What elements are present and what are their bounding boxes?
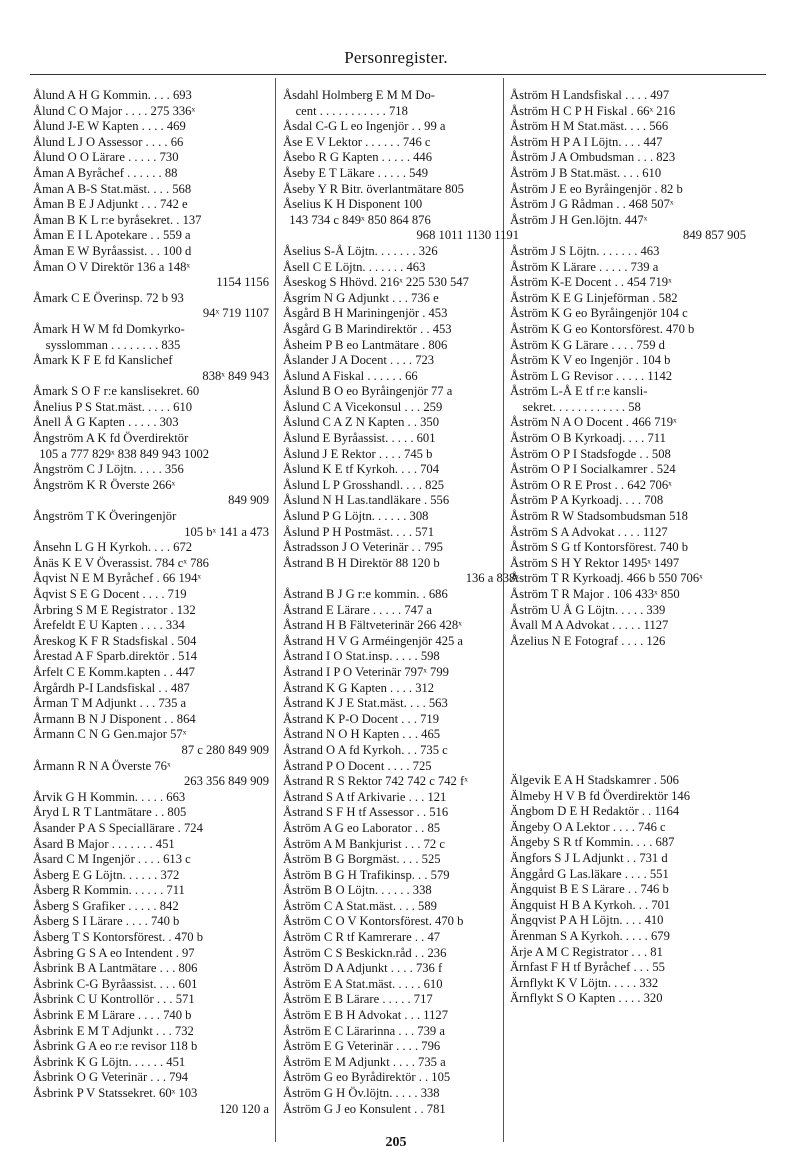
- register-entry: Åsbrink E M Lärare . . . . 740 b: [33, 1008, 192, 1023]
- register-entry: Åstrand O A fd Kyrkoh. . . 735 c: [283, 742, 448, 757]
- register-entry: Åström H Landsfiskal . . . . 497: [510, 88, 670, 102]
- register-entry: Ångström C J Löjtn. . . . . 356: [33, 462, 184, 477]
- register-entry: Åström S A Advokat . . . . 1127: [510, 524, 668, 539]
- register-entry: Årbring S M E Registrator . 132: [33, 602, 196, 617]
- register-entry: Åstrand N O H Kapten . . . 465: [283, 727, 441, 742]
- register-entry: Ånelius P S Stat.mäst. . . . . 610: [33, 399, 193, 414]
- register-entry: Åstrand K G Kapten . . . . 312: [283, 680, 435, 695]
- register-entry: Åsdahl Holmberg E M M Do-: [283, 88, 435, 102]
- register-entry: Åström J S Löjtn. . . . . . . 463: [510, 243, 660, 258]
- register-entry: Åsberg S Grafiker . . . . . 842: [33, 898, 179, 913]
- register-entry: Åström H C P H Fiskal . 66ˣ 216: [510, 103, 676, 118]
- register-entry: Åselius S-Å Löjtn. . . . . . . 326: [283, 243, 438, 258]
- register-entry: Åström E C Lärarinna . . . 739 a: [283, 1023, 445, 1038]
- register-entry: Ärnflykt S O Kapten . . . . 320: [510, 991, 663, 1006]
- register-entry: Ängfors S J L Adjunkt . . 731 d: [510, 850, 668, 865]
- register-entry: Åqvist N E M Byråchef . 66 194ˣ: [33, 571, 202, 586]
- register-entry: Åström G J eo Konsulent . . 781: [283, 1101, 446, 1116]
- register-entry: Åström J H Gen.löjtn. 447ˣ: [510, 212, 648, 227]
- header-rule: [30, 74, 766, 75]
- register-entry: Åsberg R Kommin. . . . . . 711: [33, 883, 185, 898]
- register-entry: Åstrand E Lärare . . . . . 747 a: [283, 602, 432, 617]
- register-entry: Åslund B O eo Byråingenjör 77 a: [283, 384, 453, 399]
- register-entry: Åström L-Å E tf r:e kansli-: [510, 384, 648, 399]
- register-entry: Åvall M A Advokat . . . . . 1127: [510, 618, 669, 633]
- register-entry: Åsheim P B eo Lantmätare . 806: [283, 337, 448, 352]
- register-entry-continuation: 849 857 905: [683, 228, 746, 243]
- register-entry: Åstrand S F H tf Assessor . . 516: [283, 805, 449, 820]
- register-entry: Åström E G Veterinär . . . . 796: [283, 1039, 441, 1054]
- register-entry: Åsgård G B Marindirektör . . 453: [283, 321, 452, 336]
- register-entry: Åsbrink C U Kontrollör . . . 571: [33, 992, 195, 1007]
- register-entry: Åström B O Löjtn. . . . . . 338: [283, 883, 432, 898]
- register-entry: Ängqvist P A H Löjtn. . . . 410: [510, 913, 664, 928]
- register-entry: Åström S H Y Rektor 1495ˣ 1497: [510, 555, 680, 570]
- register-entry: Åstrand K P-O Docent . . . 719: [283, 711, 440, 726]
- register-entry: sekret. . . . . . . . . . . . 58: [510, 399, 641, 414]
- register-entry: Åsard C M Ingenjör . . . . 613 c: [33, 852, 191, 867]
- register-entry: Åsbrink G A eo r:e revisor 118 b: [33, 1039, 198, 1054]
- register-entry: Årvik G H Kommin. . . . . 663: [33, 789, 186, 804]
- register-entry: Åström O B Kyrkoadj. . . . 711: [510, 431, 666, 446]
- register-entry: Åström K G eo Kontorsförest. 470 b: [510, 321, 695, 336]
- register-entry: Åsgård B H Mariningenjör . 453: [283, 306, 448, 321]
- register-entry: Åse E V Lektor . . . . . . 746 c: [283, 134, 431, 149]
- register-entry: Åsbrink E M T Adjunkt . . . 732: [33, 1023, 194, 1038]
- register-entry: Åsebo R G Kapten . . . . . 446: [283, 150, 433, 165]
- register-entry: Åseskog S Hhövd. 216ˣ 225 530 547: [283, 275, 469, 290]
- register-entry: Åslund E Byråassist. . . . . 601: [283, 431, 436, 446]
- register-entry: Åreskog K F R Stadsfiskal . 504: [33, 633, 197, 648]
- register-entry: Åslund J E Rektor . . . . 745 b: [283, 446, 433, 461]
- register-entry: Åslund N H Las.tandläkare . 556: [283, 493, 450, 508]
- register-entry: Åström D A Adjunkt . . . . 736 f: [283, 961, 443, 976]
- register-entry: Åström R W Stadsombudsman 518: [510, 509, 688, 524]
- register-entry: Älgevik E A H Stadskamrer . 506: [510, 773, 679, 787]
- register-entry: Åsbrink P V Statssekret. 60ˣ 103: [33, 1086, 198, 1100]
- register-entry: Åström C A Stat.mäst. . . . 589: [283, 898, 437, 913]
- register-entry: Åzelius N E Fotograf . . . . 126: [510, 633, 666, 648]
- register-entry: Åström E A Stat.mäst. . . . . 610: [283, 976, 443, 991]
- register-entry: Åmark H W M fd Domkyrko-: [33, 321, 185, 336]
- register-entry: Åström H M Stat.mäst. . . . 566: [510, 119, 669, 134]
- register-entry: Åstrand R S Rektor 742 742 c 742 fˣ: [283, 774, 468, 789]
- register-entry: Årgårdh P-I Landsfiskal . . 487: [33, 680, 190, 695]
- register-entry: Åslund P G Löjtn. . . . . . 308: [283, 509, 429, 524]
- register-entry: Åmark K F E fd Kanslichef: [33, 353, 173, 368]
- register-entry: Åström S G tf Kontorsförest. 740 b: [510, 540, 689, 555]
- register-entry: Åström U Å G Löjtn. . . . . 339: [510, 602, 666, 617]
- register-entry: Åman E I L Apotekare . . 559 a: [33, 228, 191, 243]
- register-entry-continuation: 94ˣ 719 1107: [202, 306, 269, 321]
- register-entry: Åström G eo Byrådirektör . . 105: [283, 1070, 451, 1085]
- register-entry: Åström N A O Docent . 466 719ˣ: [510, 415, 677, 430]
- register-entry: Ängquist H B A Kyrkoh. . . 701: [510, 897, 671, 912]
- register-entry-continuation: 120 120 a: [219, 1101, 269, 1116]
- register-entry-continuation: 1154 1156: [216, 275, 269, 290]
- register-entry: Älmeby H V B fd Överdirektör 146: [510, 788, 691, 803]
- register-entry: sysslomman . . . . . . . . 835: [33, 337, 181, 352]
- register-entry: Åslund L P Grosshandl. . . . 825: [283, 477, 445, 492]
- register-entry-continuation: 105 bˣ 141 a 473: [184, 524, 269, 539]
- register-entry: Åsard B Major . . . . . . . 451: [33, 836, 175, 851]
- register-entry-continuation: 968 1011 1130 1191: [416, 228, 519, 243]
- register-entry: Åsbring G S A eo Intendent . 97: [33, 945, 195, 960]
- register-entry: Åström T R Kyrkoadj. 466 b 550 706ˣ: [510, 571, 703, 586]
- register-entry: Åsell C E Löjtn. . . . . . . 463: [283, 259, 426, 274]
- register-entry: Ärnfast F H tf Byråchef . . . 55: [510, 960, 665, 975]
- register-entry: Åstrand I O Stat.insp. . . . . 598: [283, 649, 440, 664]
- register-entry: Ånell Å G Kapten . . . . . 303: [33, 415, 179, 430]
- register-entry: Åström J G Rådman . . 468 507ˣ: [510, 197, 674, 212]
- register-entry: Åman B E J Adjunkt . . . 742 e: [33, 197, 188, 212]
- register-entry: Åslund P H Postmäst. . . . 571: [283, 524, 435, 539]
- register-entry: 105 a 777 829ˣ 838 849 943 1002: [33, 446, 210, 461]
- register-entry: Ångström A K fd Överdirektör: [33, 431, 189, 446]
- register-entry: Åsgrim N G Adjunkt . . . 736 e: [283, 290, 439, 305]
- register-entry: Åström O P I Stadsfogde . . 508: [510, 446, 671, 461]
- register-entry: Ånäs K E V Överassist. 784 cˣ 786: [33, 555, 209, 570]
- register-entry: Ånsehn L G H Kyrkoh. . . . 672: [33, 540, 193, 555]
- register-entry: Årestad A F Sparb.direktör . 514: [33, 649, 198, 664]
- register-entry: Årefeldt E U Kapten . . . . 334: [33, 618, 185, 633]
- register-entry: Ängquist B E S Lärare . . 746 b: [510, 882, 669, 897]
- register-entry: Åström J B Stat.mäst. . . . 610: [510, 165, 662, 180]
- register-entry: Åström G H Öv.löjtn. . . . . 338: [283, 1086, 440, 1100]
- register-entry: Ärnflykt K V Löjtn. . . . . 332: [510, 975, 659, 990]
- register-entry: Åstrand B H Direktör 88 120 b: [283, 555, 440, 570]
- register-entry: Åslander J A Docent . . . . 723: [283, 353, 435, 368]
- register-entry-continuation: 87 c 280 849 909: [181, 742, 269, 757]
- register-entry: Åström P A Kyrkoadj. . . . 708: [510, 493, 664, 508]
- register-entry: Åström O R E Prost . . 642 706ˣ: [510, 477, 672, 492]
- register-entry: Årfelt C E Komm.kapten . . 447: [33, 664, 195, 679]
- register-entry: Änggård G Las.läkare . . . . 551: [510, 866, 669, 881]
- register-entry: Åström K Lärare . . . . . 739 a: [510, 259, 659, 274]
- register-entry: Åström E B H Advokat . . . 1127: [283, 1008, 448, 1023]
- register-entry-continuation: 136 a 838ˣ: [465, 571, 519, 586]
- register-entry: Åström A M Bankjurist . . . 72 c: [283, 836, 445, 851]
- register-entry: Åmark C E Överinsp. 72 b 93: [33, 290, 184, 305]
- register-entry: Åström J E eo Byråingenjör . 82 b: [510, 181, 683, 196]
- register-entry: Åström K E G Linjeförman . 582: [510, 290, 678, 305]
- register-entry: Åmark S O F r:e kanslisekret. 60: [33, 384, 200, 399]
- register-entry: Åseby E T Läkare . . . . . 549: [283, 165, 429, 180]
- register-entry: 143 734 c 849ˣ 850 864 876: [283, 212, 431, 227]
- register-entry: Åstrand S A tf Arkivarie . . . 121: [283, 789, 447, 804]
- register-entry: Ålund L J O Assessor . . . . 66: [33, 134, 184, 149]
- register-entry: Årman T M Adjunkt . . . 735 a: [33, 696, 187, 711]
- register-entry: Åslund A Fiskal . . . . . . 66: [283, 368, 418, 383]
- register-entry: Åryd L R T Lantmätare . . 805: [33, 805, 187, 820]
- register-entry: Åström C S Beskickn.råd . . 236: [283, 945, 447, 960]
- register-entry-continuation: 838ˣ 849 943: [202, 368, 269, 383]
- register-entry: Åsbrink B A Lantmätare . . . 806: [33, 961, 198, 976]
- register-entry: Åman B K L r:e byråsekret. . 137: [33, 212, 202, 227]
- register-entry: Ärje A M C Registrator . . . 81: [510, 944, 663, 959]
- register-entry: cent . . . . . . . . . . . 718: [283, 103, 408, 118]
- register-entry: Åström T R Major . 106 433ˣ 850: [510, 587, 680, 601]
- register-entry: Åström K V eo Ingenjör . 104 b: [510, 353, 671, 368]
- page-number: 205: [385, 1135, 407, 1150]
- register-entry: Åström C O V Kontorsförest. 470 b: [283, 914, 464, 929]
- register-entry: Åqvist S E G Docent . . . . 719: [33, 587, 187, 601]
- register-entry: Åsberg S I Lärare . . . . 740 b: [33, 914, 180, 929]
- register-entry: Ängeby O A Lektor . . . . 746 c: [510, 819, 666, 834]
- register-entry: Årmann B N J Disponent . . 864: [33, 711, 196, 726]
- register-entry: Åslund K E tf Kyrkoh. . . . 704: [283, 462, 440, 477]
- register-entry: Åstrand I P O Veterinär 797ˣ 799: [283, 664, 449, 679]
- page-header: Personregister.: [344, 48, 448, 67]
- register-entry: Åslund C A Vicekonsul . . . 259: [283, 399, 443, 414]
- register-entry: Ålund C O Major . . . . 275 336ˣ: [33, 103, 196, 118]
- register-entry: Åström E B Lärare . . . . . 717: [283, 992, 433, 1007]
- register-entry: Åman A B-S Stat.mäst. . . . 568: [33, 181, 192, 196]
- register-entry-continuation: 263 356 849 909: [183, 774, 269, 789]
- register-entry-continuation: 849 909: [228, 493, 269, 508]
- register-entry: Åstrand H B Fältveterinär 266 428ˣ: [283, 618, 462, 633]
- register-entry: Ålund O O Lärare . . . . . 730: [33, 150, 179, 165]
- register-entry: Åström J A Ombudsman . . . 823: [510, 150, 676, 165]
- register-entry: Åstradsson J O Veterinär . . 795: [283, 540, 443, 555]
- register-entry: Åström K G Lärare . . . . 759 d: [510, 337, 665, 352]
- register-entry: Åström B G H Trafikinsp. . . 579: [283, 867, 450, 882]
- register-entry: Åström O P I Socialkamrer . 524: [510, 462, 676, 477]
- register-entry: Åström H P A I Löjtn. . . . 447: [510, 134, 663, 149]
- register-entry: Åström E M Adjunkt . . . . 735 a: [283, 1054, 446, 1069]
- register-column-1: [33, 88, 269, 1117]
- register-entry: Åström K G eo Byråingenjör 104 c: [510, 306, 688, 321]
- register-entry: Åman O V Direktör 136 a 148ˣ: [33, 259, 191, 274]
- register-entry: Åström A G eo Laborator . . 85: [283, 820, 441, 835]
- register-entry: Ängeby S R tf Kommin. . . . 687: [510, 835, 675, 850]
- register-entry: Åström C R tf Kamrerare . . 47: [283, 930, 441, 945]
- register-entry: Åsbrink C-G Byråassist. . . . 601: [33, 976, 198, 991]
- register-entry: Åslund C A Z N Kapten . . 350: [283, 415, 440, 430]
- register-entry: Åsberg T S Kontorsförest. . 470 b: [33, 930, 204, 945]
- register-entry: Åström B G Borgmäst. . . . 525: [283, 852, 441, 867]
- register-entry: Ärenman S A Kyrkoh. . . . . 679: [510, 928, 670, 943]
- register-entry: Åman A Byråchef . . . . . . 88: [33, 165, 178, 180]
- register-column-3: [510, 88, 746, 649]
- register-entry: Ängbom D E H Redaktör . . 1164: [510, 804, 680, 819]
- register-entry: Åsbrink K G Löjtn. . . . . . 451: [33, 1054, 186, 1069]
- register-entry: Åsbrink O G Veterinär . . . 794: [33, 1070, 189, 1085]
- column-divider: [275, 78, 276, 1142]
- register-entry: Åstrand H V G Arméingenjör 425 a: [283, 633, 464, 648]
- register-entry: Åstrand K J E Stat.mäst. . . . 563: [283, 696, 448, 711]
- register-entry: Åström K-E Docent . . 454 719ˣ: [510, 275, 672, 290]
- register-entry: Åstrand B J G r:e kommin. . 686: [283, 587, 448, 601]
- register-entry: Årmann R N A Överste 76ˣ: [33, 758, 171, 773]
- register-entry: Ångström K R Överste 266ˣ: [33, 477, 176, 492]
- register-entry: Åsander P A S Speciallärare . 724: [33, 820, 203, 835]
- register-entry: Åström L G Revisor . . . . . 1142: [510, 368, 673, 383]
- register-entry: Åselius K H Disponent 100: [283, 197, 423, 212]
- register-column-3-lower: [510, 773, 746, 1007]
- register-entry: Ångström T K Överingenjör: [33, 509, 177, 524]
- register-entry: Åseby Y R Bitr. överlantmätare 805: [283, 181, 464, 196]
- register-entry: Ålund A H G Kommin. . . . 693: [33, 88, 192, 102]
- register-entry: Åstrand P O Docent . . . . 725: [283, 758, 432, 773]
- register-entry: Åman E W Byråassist. . . 100 d: [33, 243, 192, 258]
- register-entry: Årmann C N G Gen.major 57ˣ: [33, 727, 187, 742]
- register-column-2: [283, 88, 519, 1117]
- register-entry: Åsberg E G Löjtn. . . . . . 372: [33, 867, 180, 882]
- register-entry: Ålund J-E W Kapten . . . . 469: [33, 119, 186, 134]
- register-entry: Åsdal C-G L eo Ingenjör . . 99 a: [283, 119, 446, 134]
